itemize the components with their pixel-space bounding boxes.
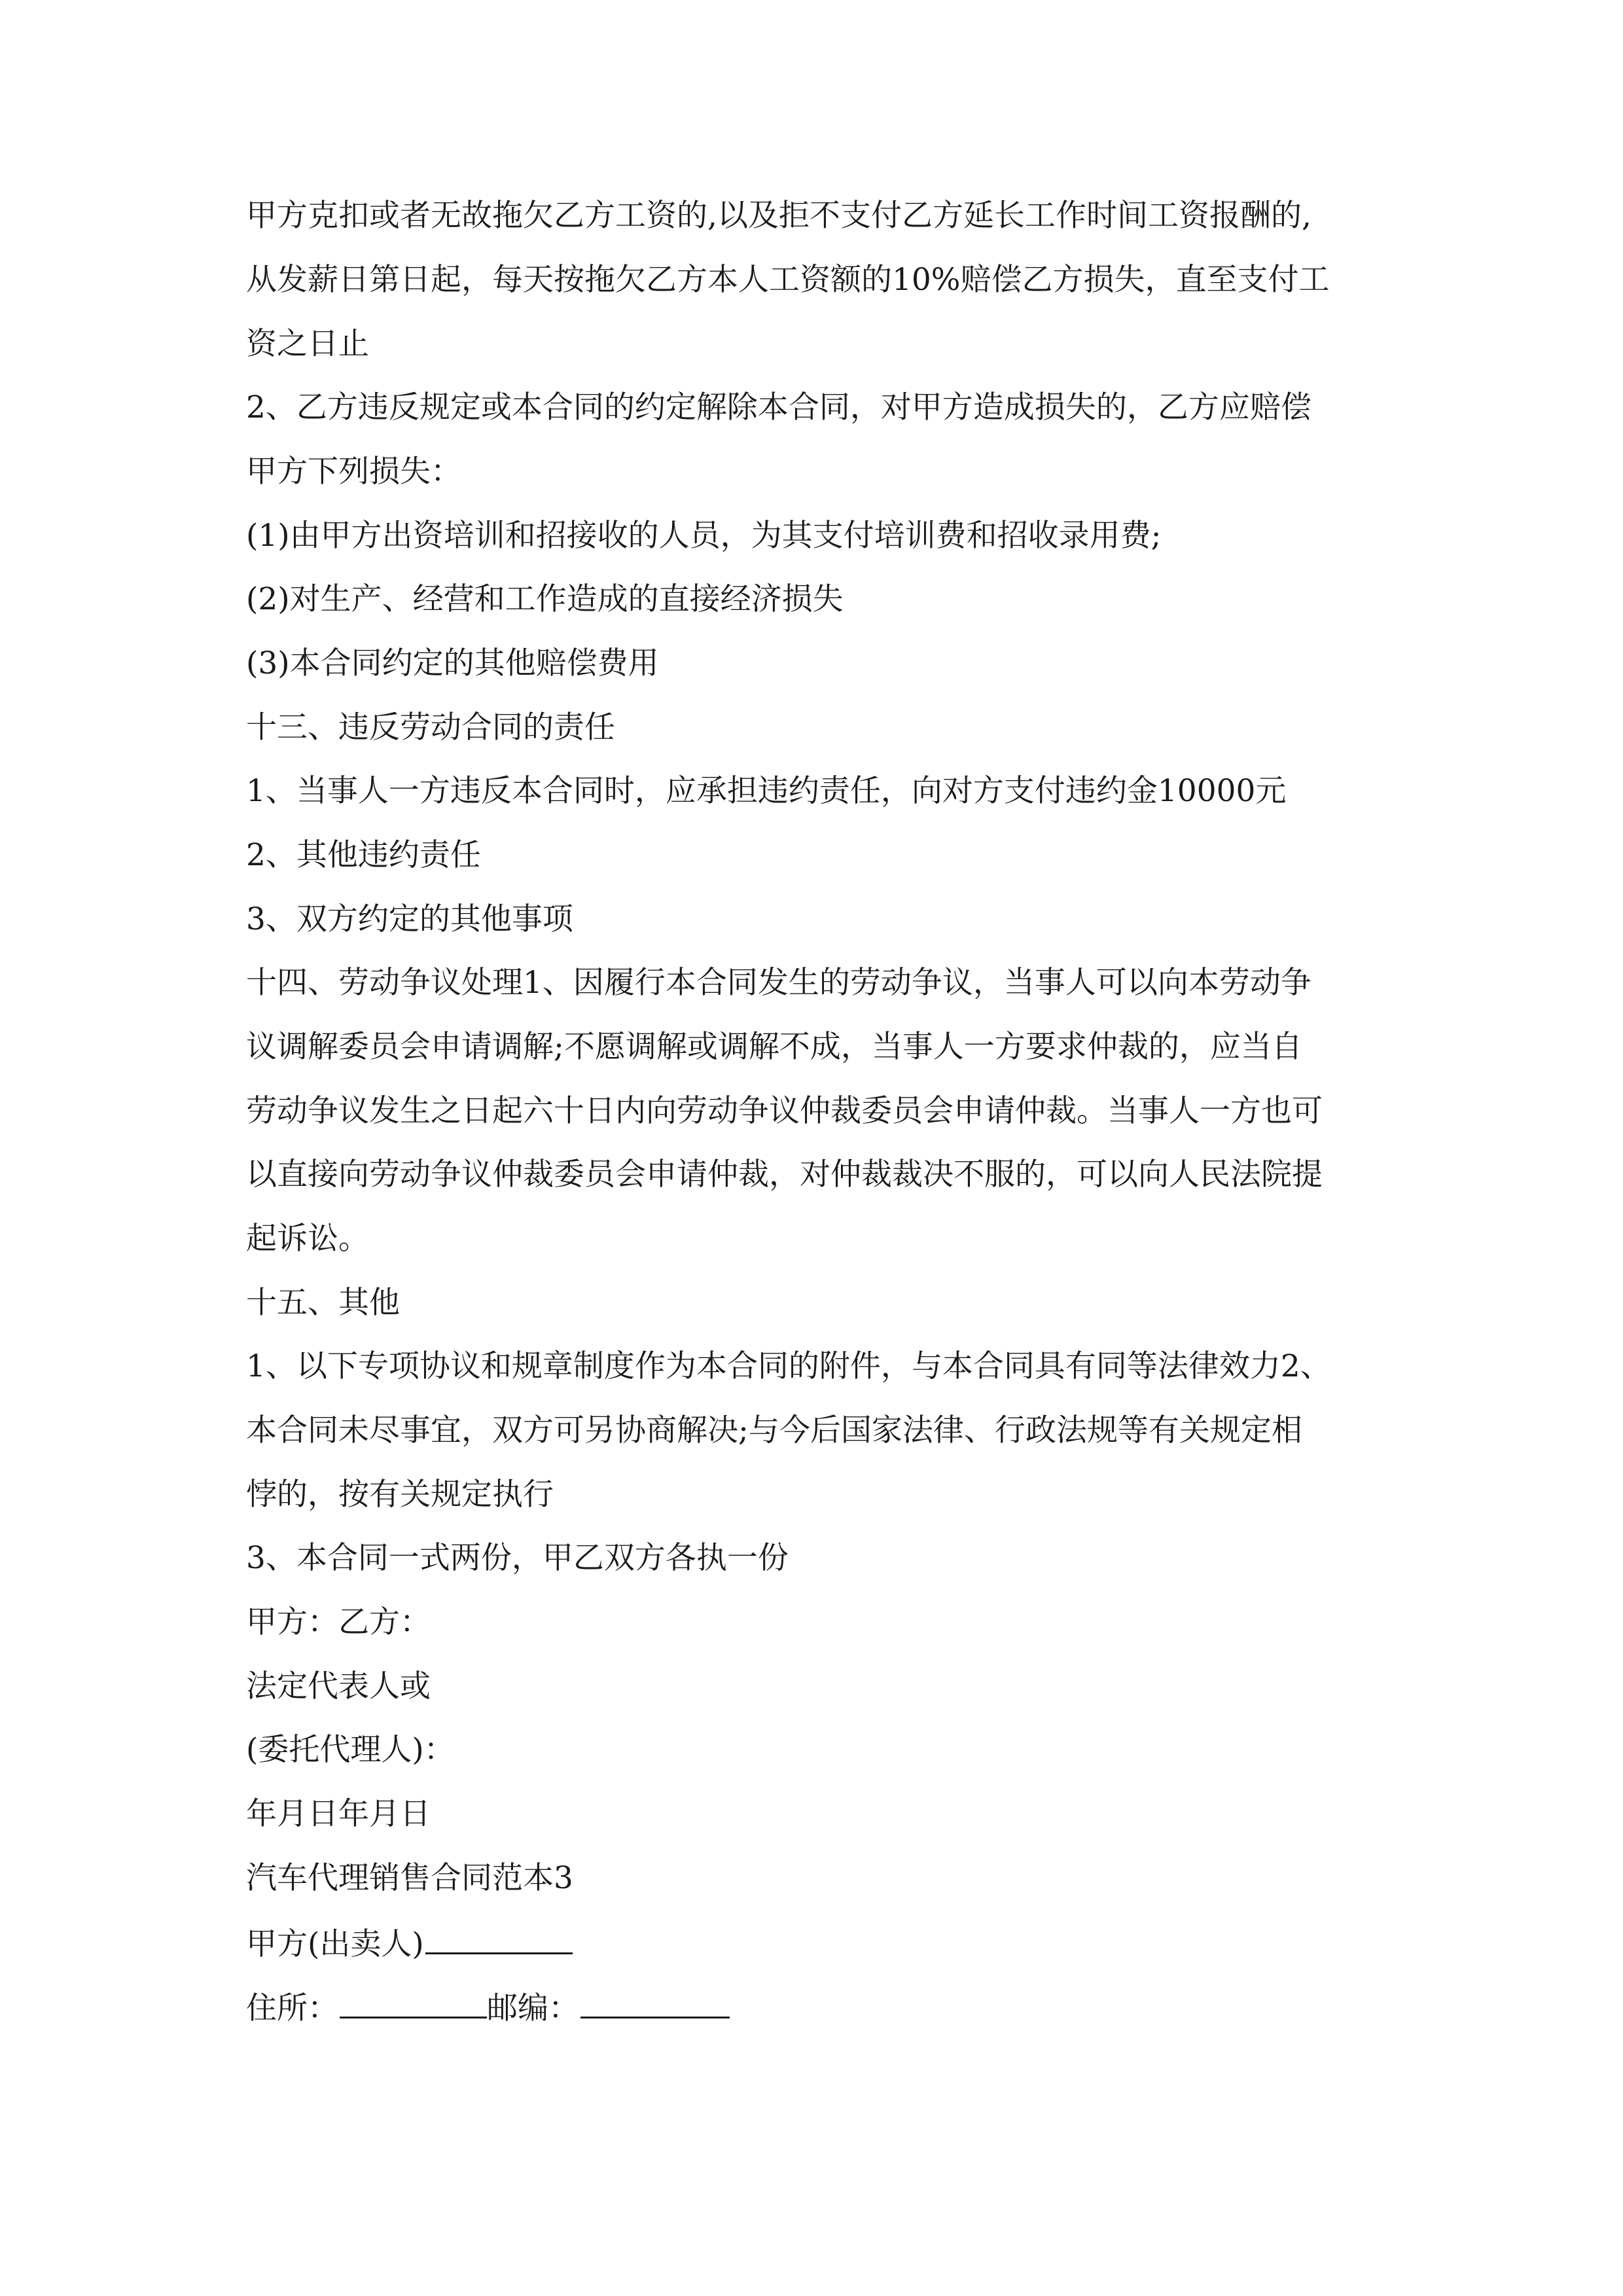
text-line: 甲方下列损失： (246, 454, 461, 490)
seller-blank (425, 1922, 573, 1954)
text-line: 本合同未尽事宜，双方可另协商解决;与今后国家法律、行政法规等有关规定相 (246, 1412, 1302, 1448)
text-line: (2)对生产、经营和工作造成的直接经济损失 (246, 581, 844, 617)
address-postcode-field (246, 1986, 730, 2026)
text-line: 资之日止 (246, 326, 369, 362)
text-line: 甲方克扣或者无故拖欠乙方工资的,以及拒不支付乙方延长工作时间工资报酬的, (246, 198, 1311, 234)
text-line: 以直接向劳动争议仲裁委员会申请仲裁，对仲裁裁决不服的，可以向人民法院提 (246, 1157, 1323, 1193)
postcode-blank (580, 1986, 730, 2018)
authorized-agent-label: (委托代理人)： (246, 1732, 455, 1768)
text-line: 1、当事人一方违反本合同时，应承担违约责任，向对方支付违约金10000元 (246, 773, 1287, 809)
text-line: 3、本合同一式两份，甲乙双方各执一份 (246, 1540, 789, 1576)
seller-field (246, 1922, 573, 1962)
address-blank (340, 1986, 487, 2018)
text-line: 议调解委员会申请调解;不愿调解或调解不成，当事人一方要求仲裁的，应当自 (246, 1029, 1302, 1065)
signature-parties: 甲方：乙方： (246, 1604, 431, 1640)
text-line: 2、乙方违反规定或本合同的约定解除本合同，对甲方造成损失的，乙方应赔偿 (246, 389, 1311, 425)
contract-title: 汽车代理销售合同范本3 (246, 1860, 573, 1896)
text-line: 悖的，按有关规定执行 (246, 1477, 554, 1513)
text-line: 从发薪日第日起，每天按拖欠乙方本人工资额的10%赔偿乙方损失，直至支付工 (246, 262, 1330, 298)
text-line: (1)由甲方出资培训和招接收的人员，为其支付培训费和招收录用费; (246, 518, 1162, 554)
text-line: (3)本合同约定的其他赔偿费用 (246, 645, 659, 681)
section-heading: 十四、劳动争议处理1、因履行本合同发生的劳动争议，当事人可以向本劳动争 (246, 965, 1311, 1001)
text-line: 起诉讼。 (246, 1221, 369, 1257)
postcode-label: 邮编： (487, 1990, 579, 2026)
text-line: 1、以下专项协议和规章制度作为本合同的附件，与本合同具有同等法律效力2、 (246, 1348, 1331, 1384)
text-line: 3、双方约定的其他事项 (246, 901, 573, 937)
text-line: 2、其他违约责任 (246, 837, 481, 873)
legal-representative-label: 法定代表人或 (246, 1668, 431, 1704)
text-line: 劳动争议发生之日起六十日内向劳动争议仲裁委员会申请仲裁。当事人一方也可 (246, 1093, 1323, 1129)
signature-dates: 年月日年月日 (246, 1796, 431, 1832)
section-heading: 十五、其他 (246, 1285, 400, 1321)
seller-label: 甲方(出卖人) (246, 1926, 424, 1962)
address-label: 住所： (246, 1990, 338, 2026)
section-heading: 十三、违反劳动合同的责任 (246, 709, 615, 745)
